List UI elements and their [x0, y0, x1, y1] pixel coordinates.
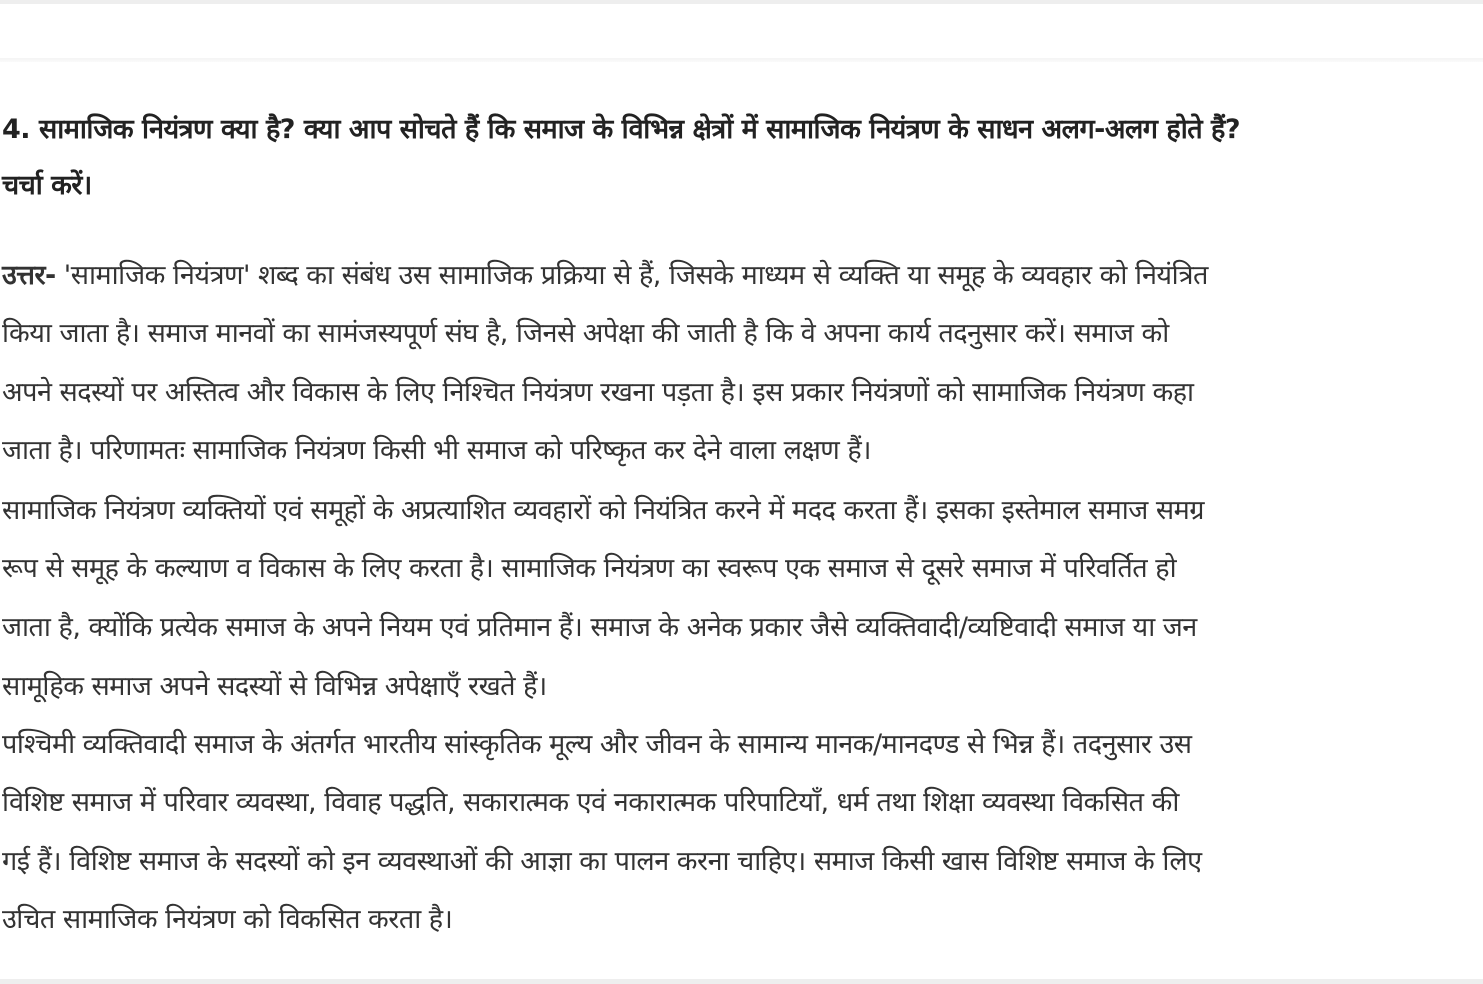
- answer-line: पश्चिमी व्यक्तिवादी समाज के अंतर्गत भारतीय सांस्कृतिक मूल्य और जीवन के सामान्य मानक/मानदण्ड से भिन्न हैं। तदनुसार उस: [2, 729, 1192, 760]
- answer-line: अपने सदस्यों पर अस्तित्व और विकास के लिए निश्चित नियंत्रण रखना पड़ता है। इस प्रकार नियंत्रणों को सामाजिक नियंत्रण कहा: [2, 377, 1194, 408]
- question-line: 4. सामाजिक नियंत्रण क्या है? क्या आप सोचते हैं कि समाज के विभिन्न क्षेत्रों में सामाजिक नियंत्रण के साधन अलग-अलग होते हैं?: [2, 114, 1241, 145]
- answer-line: उचित सामाजिक नियंत्रण को विकसित करता है।: [2, 904, 453, 935]
- answer-line: गई हैं। विशिष्ट समाज के सदस्यों को इन व्यवस्थाओं की आज्ञा का पालन करना चाहिए। समाज किसी खास विशिष्ट समाज के लिए: [2, 846, 1202, 877]
- answer-label: उत्तर-: [2, 260, 56, 291]
- question-line: चर्चा करें।: [2, 170, 92, 201]
- header-separator: [0, 58, 1483, 62]
- answer-line: सामाजिक नियंत्रण व्यक्तियों एवं समूहों के अप्रत्याशित व्यवहारों को नियंत्रित करने में मदद करता हैं। इसका इस्तेमाल समाज समग्र: [2, 495, 1204, 526]
- answer-line: विशिष्ट समाज में परिवार व्यवस्था, विवाह पद्धति, सकारात्मक एवं नकारात्मक परिपाटियाँ, धर्म तथा शिक्षा व्यवस्था विकसित की: [2, 787, 1179, 818]
- answer-line: जाता है, क्योंकि प्रत्येक समाज के अपने नियम एवं प्रतिमान हैं। समाज के अनेक प्रकार जैसे व्यक्तिवादी/व्यष्टिवादी समाज या जन: [2, 612, 1197, 643]
- answer-line: रूप से समूह के कल्याण व विकास के लिए करता है। सामाजिक नियंत्रण का स्वरूप एक समाज से दूसरे समाज में परिवर्तित हो: [2, 553, 1177, 584]
- bottom-border: [0, 979, 1483, 984]
- answer-text: 'सामाजिक नियंत्रण' शब्द का संबंध उस सामाजिक प्रक्रिया से हैं, जिसके माध्यम से व्यक्ति या समूह के व्यवहार को नियंत्रित: [55, 260, 1208, 291]
- answer-line: [2, 256, 1208, 296]
- top-border: [0, 0, 1483, 4]
- answer-line: जाता है। परिणामतः सामाजिक नियंत्रण किसी भी समाज को परिष्कृत कर देने वाला लक्षण हैं।: [2, 435, 871, 466]
- answer-line: किया जाता है। समाज मानवों का सामंजस्यपूर्ण संघ है, जिनसे अपेक्षा की जाती है कि वे अपना कार्य तदनुसार करें। समाज को: [2, 318, 1169, 349]
- answer-line: सामूहिक समाज अपने सदस्यों से विभिन्न अपेक्षाएँ रखते हैं।: [2, 671, 547, 702]
